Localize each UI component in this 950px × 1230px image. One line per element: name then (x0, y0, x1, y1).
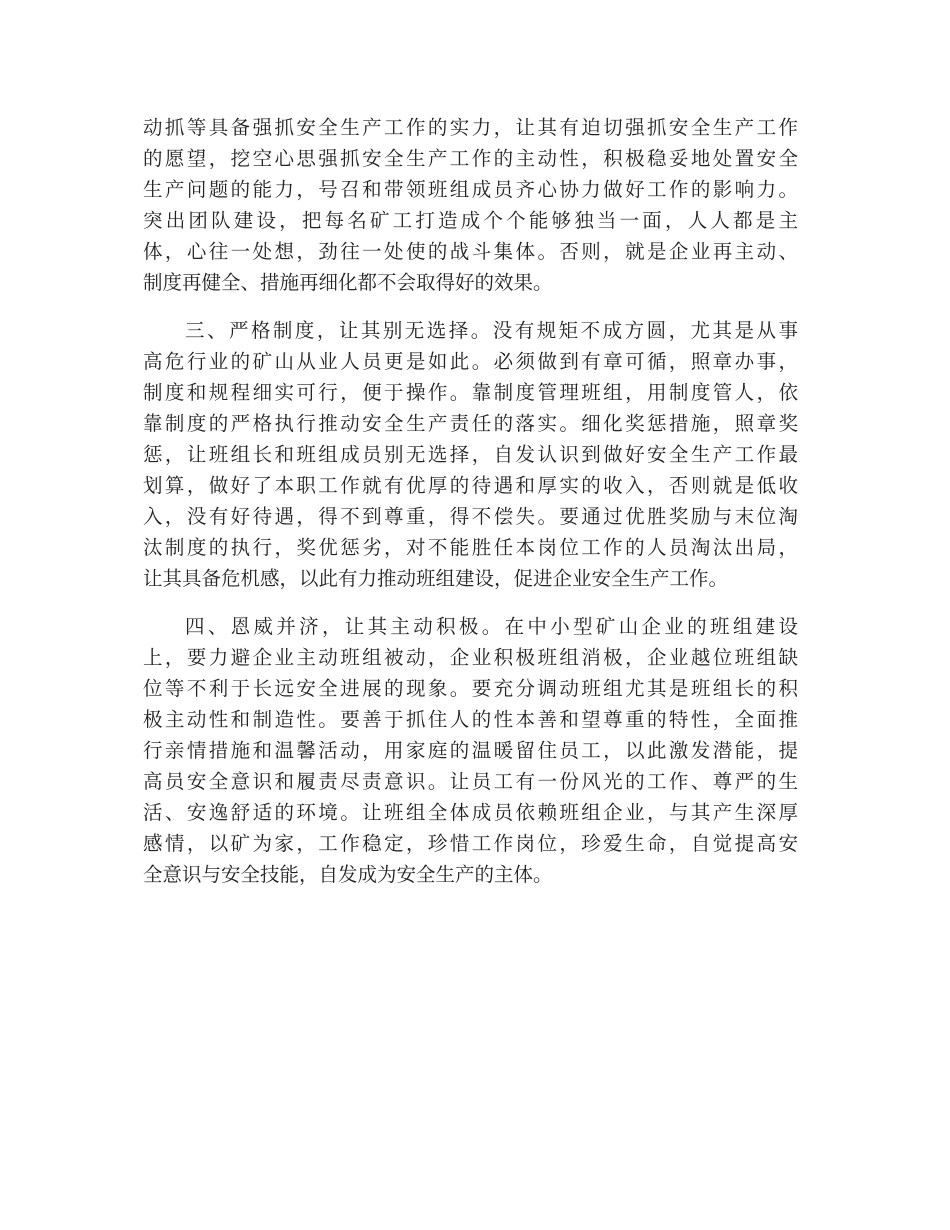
text-line: 动抓等具备强抓安全生产工作的实力，让其有迫切强抓安全生产工作 (143, 116, 798, 139)
text-line: 突出团队建设，把每名矿工打造成个个能够独当一面，人人都是主 (143, 209, 798, 232)
text-line: 的愿望，挖空心思强抓安全生产工作的主动性，积极稳妥地处置安全 (143, 147, 798, 170)
paragraph-section-four (143, 611, 798, 890)
text-line: 让其具备危机感，以此有力推动班组建设，促进企业安全生产工作。 (143, 567, 729, 590)
text-line: 上，要力避企业主动班组被动，企业积极班组消极，企业越位班组缺 (143, 646, 798, 669)
text-line: 感情，以矿为家，工作稳定，珍惜工作岗位，珍爱生命，自觉提高安 (143, 832, 798, 855)
text-line: 三、严格制度，让其别无选择。没有规矩不成方圆，尤其是从事 (185, 319, 798, 342)
text-line: 全意识与安全技能，自发成为安全生产的主体。 (143, 863, 553, 886)
paragraph-section-three (143, 315, 798, 594)
text-line: 活、安逸舒适的环境。让班组全体成员依赖班组企业，与其产生深厚 (143, 801, 798, 824)
text-line: 靠制度的严格执行推动安全生产责任的落实。细化奖惩措施，照章奖 (143, 412, 798, 435)
text-line: 生产问题的能力，号召和带领班组成员齐心协力做好工作的影响力。 (143, 178, 798, 201)
text-line: 高员安全意识和履责尽责意识。让员工有一份风光的工作、尊严的生 (143, 770, 798, 793)
document-body (143, 112, 798, 890)
text-line: 高危行业的矿山从业人员更是如此。必须做到有章可循，照章办事， (143, 350, 798, 373)
paragraph-continuation (143, 112, 798, 298)
text-line: 位等不利于长远安全进展的现象。要充分调动班组尤其是班组长的积 (143, 677, 798, 700)
text-line: 划算，做好了本职工作就有优厚的待遇和厚实的收入，否则就是低收 (143, 474, 798, 497)
text-line: 行亲情措施和温馨活动，用家庭的温暖留住员工，以此激发潜能，提 (143, 739, 798, 762)
text-line: 汰制度的执行，奖优惩劣，对不能胜任本岗位工作的人员淘汰出局， (143, 536, 798, 559)
text-line: 惩，让班组长和班组成员别无选择，自发认识到做好安全生产工作最 (143, 443, 798, 466)
text-line: 入，没有好待遇，得不到尊重，得不偿失。要通过优胜奖励与末位淘 (143, 505, 798, 528)
text-line: 制度再健全、措施再细化都不会取得好的效果。 (143, 271, 553, 294)
text-line: 极主动性和制造性。要善于抓住人的性本善和望尊重的特性，全面推 (143, 708, 798, 731)
text-line: 制度和规程细实可行，便于操作。靠制度管理班组，用制度管人，依 (143, 381, 798, 404)
text-line: 体，心往一处想，劲往一处使的战斗集体。否则，就是企业再主动、 (143, 240, 798, 263)
text-line: 四、恩威并济，让其主动积极。在中小型矿山企业的班组建设 (185, 615, 798, 638)
